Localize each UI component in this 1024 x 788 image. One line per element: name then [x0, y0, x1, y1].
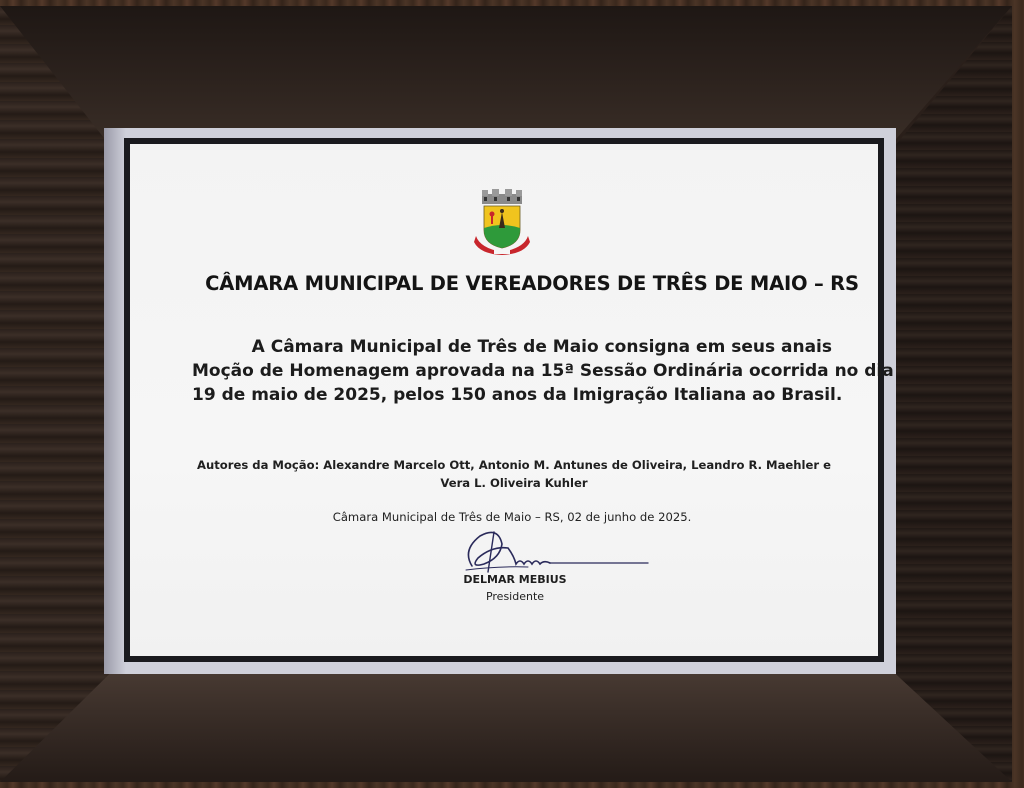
body-line: A Câmara Municipal de Três de Maio consigna em seus anais — [251, 337, 832, 357]
body-line: 19 de maio de 2025, pelos 150 anos da Imigração Italiana ao Brasil. — [192, 385, 843, 405]
coat-of-arms-icon — [472, 188, 532, 256]
place-and-date: Câmara Municipal de Três de Maio – RS, 02 de junho de 2025. — [332, 510, 692, 524]
signer-name: DELMAR MEBIUS — [463, 573, 567, 586]
mat-shadow — [104, 128, 126, 674]
authors-line: Autores da Moção: Alexandre Marcelo Ott, Antonio M. Antunes de Oliveira, Leandro R. Maehler e — [197, 458, 831, 472]
frame-bottom-rail — [0, 666, 1012, 782]
signer-role: Presidente — [485, 590, 545, 603]
certificate-title: CÂMARA MUNICIPAL DE VEREADORES DE TRÊS DE MAIO – RS — [205, 272, 859, 295]
frame-top-rail — [0, 6, 1012, 146]
authors-line: Vera L. Oliveira Kuhler — [440, 476, 588, 490]
body-line: Moção de Homenagem aprovada na 15ª Sessão Ordinária ocorrida no dia — [192, 361, 894, 381]
signature-icon — [458, 520, 658, 580]
frame-right-rail — [895, 6, 1012, 782]
